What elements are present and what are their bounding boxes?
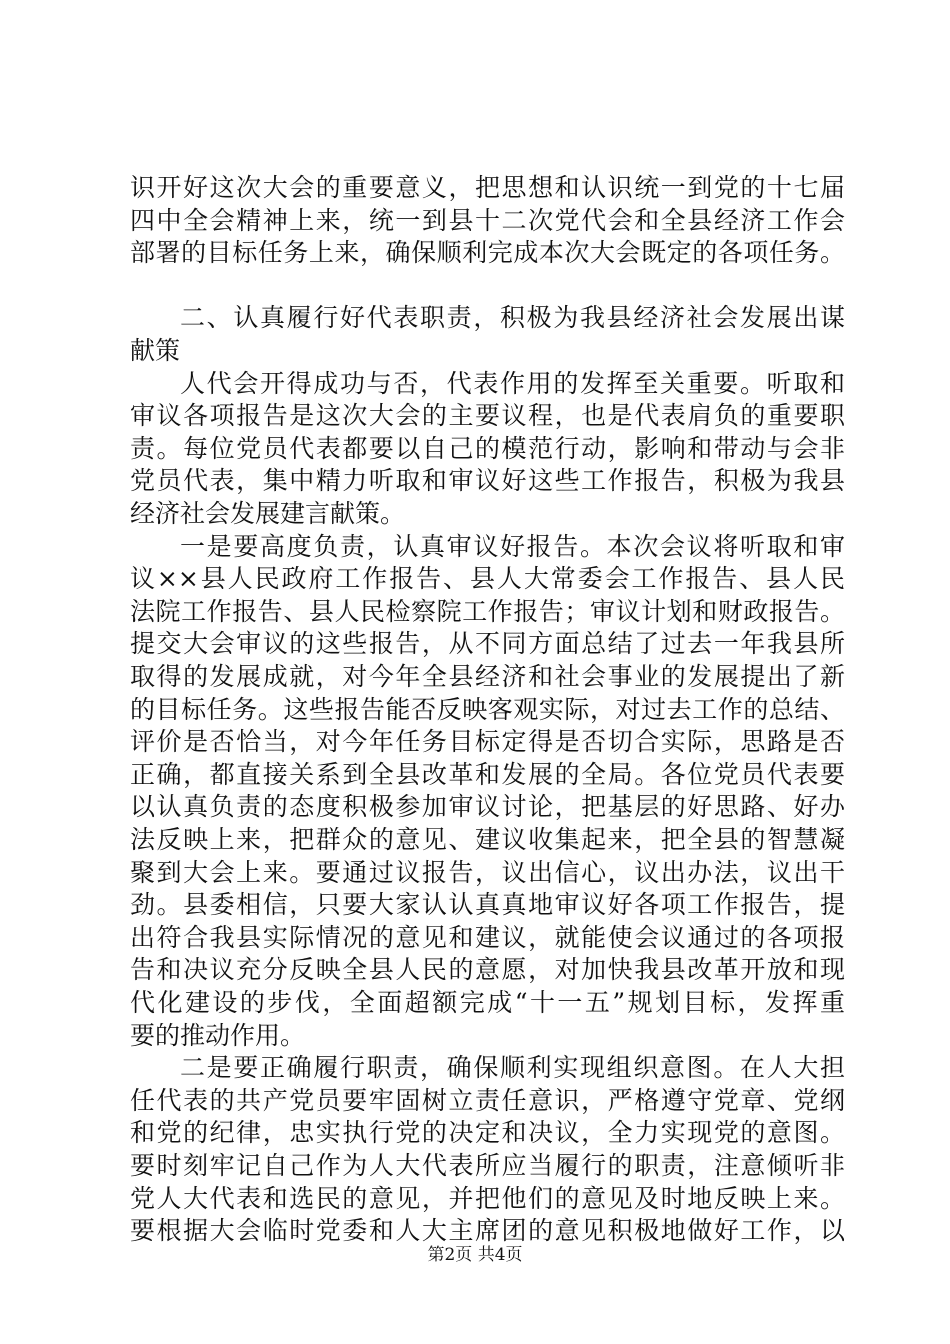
text-line: 要时刻牢记自己作为人大代表所应当履行的职责，注意倾听非: [130, 1151, 845, 1180]
text-line: 审议各项报告是这次大会的主要议程，也是代表肩负的重要职: [130, 401, 845, 431]
text-line: 要的推动作用。: [130, 1020, 306, 1050]
text-line: 以认真负责的态度积极参加审议讨论，把基层的好思路、好办: [130, 792, 845, 822]
text-line: 聚到大会上来。要通过议报告，议出信心，议出办法，议出干: [130, 857, 845, 887]
text-line: 和党的纪律，忠实执行党的决定和决议，全力实现党的意图。: [130, 1118, 845, 1148]
text-line: 党员代表，集中精力听取和审议好这些工作报告，积极为我县: [130, 466, 845, 496]
page-footer: 第2页 共4页: [427, 1245, 523, 1265]
text-line: 法院工作报告、县人民检察院工作报告；审议计划和财政报告。: [130, 596, 845, 626]
text-line: 代化建设的步伐，全面超额完成“十一五”规划目标，发挥重: [130, 988, 845, 1017]
text-line: 议××县人民政府工作报告、县人大常委会工作报告、县人民: [130, 564, 845, 594]
text-line: 识开好这次大会的重要意义，把思想和认识统一到党的十七届: [130, 173, 845, 202]
text-line: 评价是否恰当，对今年任务目标定得是否切合实际，思路是否: [130, 727, 845, 757]
text-line: 提交大会审议的这些报告，从不同方面总结了过去一年我县所: [130, 629, 845, 659]
text-line: 的目标任务。这些报告能否反映客观实际，对过去工作的总结、: [130, 694, 845, 724]
text-line: 正确，都直接关系到全县改革和发展的全局。各位党员代表要: [130, 759, 845, 789]
text-line: 党人大代表和选民的意见，并把他们的意见及时地反映上来。: [130, 1183, 845, 1213]
text-line: 出符合我县实际情况的意见和建议，就能使会议通过的各项报: [130, 922, 845, 952]
text-line: 法反映上来，把群众的意见、建议收集起来，把全县的智慧凝: [130, 825, 845, 854]
text-line: 部署的目标任务上来，确保顺利完成本次大会既定的各项任务。: [130, 238, 845, 268]
text-line: 告和决议充分反映全县人民的意愿，对加快我县改革开放和现: [130, 955, 845, 985]
text-line: 责。每位党员代表都要以自己的模范行动，影响和带动与会非: [130, 433, 845, 463]
text-line: 一是要高度负责，认真审议好报告。本次会议将听取和审: [180, 531, 845, 561]
text-line: 献策: [130, 336, 181, 365]
text-line: 取得的发展成就，对今年全县经济和社会事业的发展提出了新: [130, 662, 845, 691]
text-line: 劲。县委相信，只要大家认认真真地审议好各项工作报告，提: [130, 890, 845, 920]
text-line: 任代表的共产党员要牢固树立责任意识，严格遵守党章、党纲: [130, 1085, 845, 1115]
text-line: 人代会开得成功与否，代表作用的发挥至关重要。听取和: [180, 368, 845, 398]
text-line: 二是要正确履行职责，确保顺利实现组织意图。在人大担: [180, 1053, 845, 1083]
text-line: 四中全会精神上来，统一到县十二次党代会和全县经济工作会: [130, 205, 845, 235]
text-line: 要根据大会临时党委和人大主席团的意见积极地做好工作，以: [130, 1216, 845, 1246]
text-line: 二、认真履行好代表职责，积极为我县经济社会发展出谋: [180, 303, 845, 333]
text-line: 经济社会发展建言献策。: [130, 499, 406, 528]
